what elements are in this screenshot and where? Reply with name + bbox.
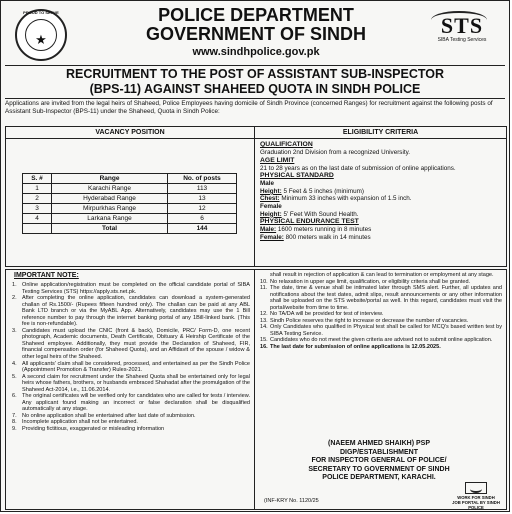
list-item: 12. No TA/DA will be provided for test of interview. [260, 311, 384, 318]
work-for-sindh-icon [465, 482, 487, 494]
signatory-line: DIGP/ESTABLISHMENT [339, 448, 419, 456]
cell-posts: 6 [168, 214, 237, 224]
sts-logo-subtitle: SIBA Testing Services [437, 37, 487, 43]
table-row [23, 194, 237, 204]
seal-motto: PROUD TO SERVE [23, 10, 59, 15]
list-item: 8. Incomplete application shall not be entertained. [12, 419, 138, 426]
website-link[interactable]: www.sindhpolice.gov.pk [192, 46, 320, 58]
signatory-line: SECRETARY TO GOVERNMENT OF SINDH [308, 465, 450, 473]
cell-posts: 13 [168, 194, 237, 204]
col-header-range: Range [52, 174, 168, 184]
list-item: 5. A second claim for recruitment under the Shaheed Quota shall be entertained only for legal heirs whose fathers, brothers, or husbands embraced Shahadat after the promulgation of the Shaheed Act-2014, i.e., 11.06.2014. [12, 373, 250, 393]
list-item: 16. The last date for submission of online applications is 12.05.2025. [260, 344, 441, 351]
female-walk-label: Female: [260, 233, 284, 241]
cell-range: Karachi Range [52, 184, 168, 194]
signatory-line: (NAEEM AHMED SHAIKH) PSP [327, 440, 431, 447]
list-item: 6. The original certificates will be verified only for candidates who are called for tests / interview. Any applicant found making an incorrect or false declaration shall be disqualified automatically at any stage. [12, 393, 250, 413]
chest-text: Minimum 33 inches with expansion of 1.5 inch. [281, 195, 412, 203]
eligibility-criteria [260, 141, 504, 241]
vacancy-eligibility-section [5, 126, 507, 267]
work-for-sindh-title: WORK FOR SINDH [457, 495, 495, 500]
recruitment-banner [5, 65, 505, 99]
female-height-label: Height: [260, 210, 282, 218]
qualification-text: Graduation 2nd Division from a recognized University. [260, 149, 411, 156]
qualification-heading: QUALIFICATION [260, 141, 313, 148]
notes-left-column [12, 282, 250, 433]
signatory-line: FOR INSPECTOR GENERAL OF POLICE/ [311, 457, 447, 465]
female-walk: 800 meters walk in 14 minutes [285, 233, 371, 241]
banner-line-1: RECRUITMENT TO THE POST OF ASSISTANT SUB-INSPECTOR [65, 67, 445, 81]
table-row [23, 184, 237, 194]
col-header-posts: No. of posts [168, 174, 237, 184]
endurance-heading: PHYSICAL ENDURANCE TEST [260, 218, 359, 226]
cell-sno: 4 [23, 214, 52, 224]
eligibility-heading: ELIGIBILITY CRITERIA [255, 127, 506, 139]
male-run-label: Male: [260, 226, 277, 234]
male-label: Male [260, 180, 274, 188]
cell-posts: 113 [168, 184, 237, 194]
department-title: POLICE DEPARTMENT [158, 5, 354, 25]
age-limit-text: 21 to 28 years as on the last date of submission of online applications. [260, 164, 456, 172]
vacancy-table [22, 173, 237, 234]
government-title: GOVERNMENT OF SINDH [145, 24, 366, 44]
header [1, 1, 509, 65]
list-item: 1. Online application/registration must be completed on the official candidate portal of SIBA Testing Services (STS) https://apply.sts.net.pk. [12, 282, 250, 295]
work-for-sindh-logo [452, 482, 500, 510]
cell-sno: 2 [23, 194, 52, 204]
female-label: Female [260, 202, 282, 210]
female-height: 5' Feet With Sound Health. [283, 210, 359, 218]
vacancy-heading: VACANCY POSITION [6, 127, 254, 139]
chest-label: Chest: [260, 195, 280, 203]
male-run: 1600 meters running in 8 minutes [277, 226, 372, 234]
list-item: 4. All applicants' claim shall be considered, processed, and entertained as per the Sindh Police (Appointment Promotion & Transfer) Rules-2021. [12, 360, 250, 374]
signatory-block [264, 440, 494, 483]
important-note-section [5, 269, 507, 510]
total-row [23, 224, 237, 234]
cell-range: Mirpurkhas Range [52, 204, 168, 214]
cell-sno: 3 [23, 204, 52, 214]
list-item: 14. Only Candidates who qualified in Physical test shall be called for MCQ's based written test by SIBA Testing Service. [260, 324, 502, 337]
list-item: 11. The date, time & venue shall be intimated later through SMS alert. Further, all updates and notifications about the test dates, admit slips, result announcements or any other information shall be uploaded on the STS website/portal as well. In this regard, candidates must visit the portal/website from time to time. [260, 285, 502, 311]
list-item: 10. No relaxation in upper age limit, qualification, or eligibility criteria shall be granted. [260, 278, 471, 285]
table-row [23, 204, 237, 214]
col-header-sno: S. # [23, 174, 52, 184]
cell-range: Larkana Range [52, 214, 168, 224]
signatory-line: POLICE DEPARTMENT, KARACHI. [322, 474, 436, 482]
inf-number: (INF-KRY No. 1120/25 [264, 498, 319, 504]
item-continuation: shall result in rejection of application & can lead to termination or employment at any stage. [270, 272, 494, 278]
height-label: Height: [260, 187, 282, 195]
sts-logo-icon [425, 15, 499, 55]
list-item: 7. No online application shall be entertained after last date of submission. [12, 412, 196, 419]
list-item: 2. After completing the online application, candidates can download a system-generated challan of Rs.1500/- (Rupees fifteen hundred only). The challan can be paid at any ABL Bank LTD branch or via the MyABL App. Alternatively, candidates may use the 1 Bill reference number to pay through the internet banking portal of any 1Bill-linked bank. (This fee is non-refundable). [12, 295, 250, 328]
cell-sno: 1 [23, 184, 52, 194]
work-for-sindh-subtitle: JOB PORTAL BY SINDH POLICE [452, 500, 500, 510]
total-label: Total [52, 224, 168, 234]
age-limit-heading: AGE LIMIT [260, 156, 295, 164]
physical-standard-heading: PHYSICAL STANDARD [260, 172, 334, 180]
list-item: 9. Providing fictitious, exaggerated or misleading information [12, 426, 165, 433]
cell-range: Hyderabad Range [52, 194, 168, 204]
list-item: 3. Candidates must upload the CNIC (front & back), Domicile, PRC/ Form-D, one recent photograph, Academic documents, Death Certificate, Obituary & Heirship Certificate of the Shaheed employee. Additionally, they must provide the Declaration of Shaheed, FIR, financial compensation order (for Shaheed Quota), and an Affidavit of the spouse / widow & other legal heirs of the Shaheed. [12, 327, 250, 361]
table-row [23, 214, 237, 224]
sindh-police-seal-icon: PROUD TO SERVE ★ [15, 9, 67, 61]
important-note-heading: IMPORTANT NOTE: [14, 272, 79, 279]
intro-paragraph: Applications are invited from the legal heirs of Shaheed, Police Employees having domicile of Sindh Province (concerned Ranges) for recruitment against the following posts of Assistant Sub-Inspector (BPS-11) under the Shaheed, Quota in Sindh Police: [5, 100, 493, 115]
notes-right-column [260, 272, 502, 351]
male-height: 5 Feet & 5 inches (minimum) [283, 187, 364, 195]
list-item: 15. Candidates who do not meet the given criteria are advised not to submit online application. [260, 337, 493, 344]
list-item: 13. Sindh Police reserves the right to increase or decrease the number of vacancies. [260, 317, 469, 324]
banner-line-2: (BPS-11) AGAINST SHAHEED QUOTA IN SINDH POLICE [89, 82, 421, 96]
sts-logo-text: STS [440, 13, 484, 38]
cell-posts: 12 [168, 204, 237, 214]
total-value: 144 [168, 224, 237, 234]
